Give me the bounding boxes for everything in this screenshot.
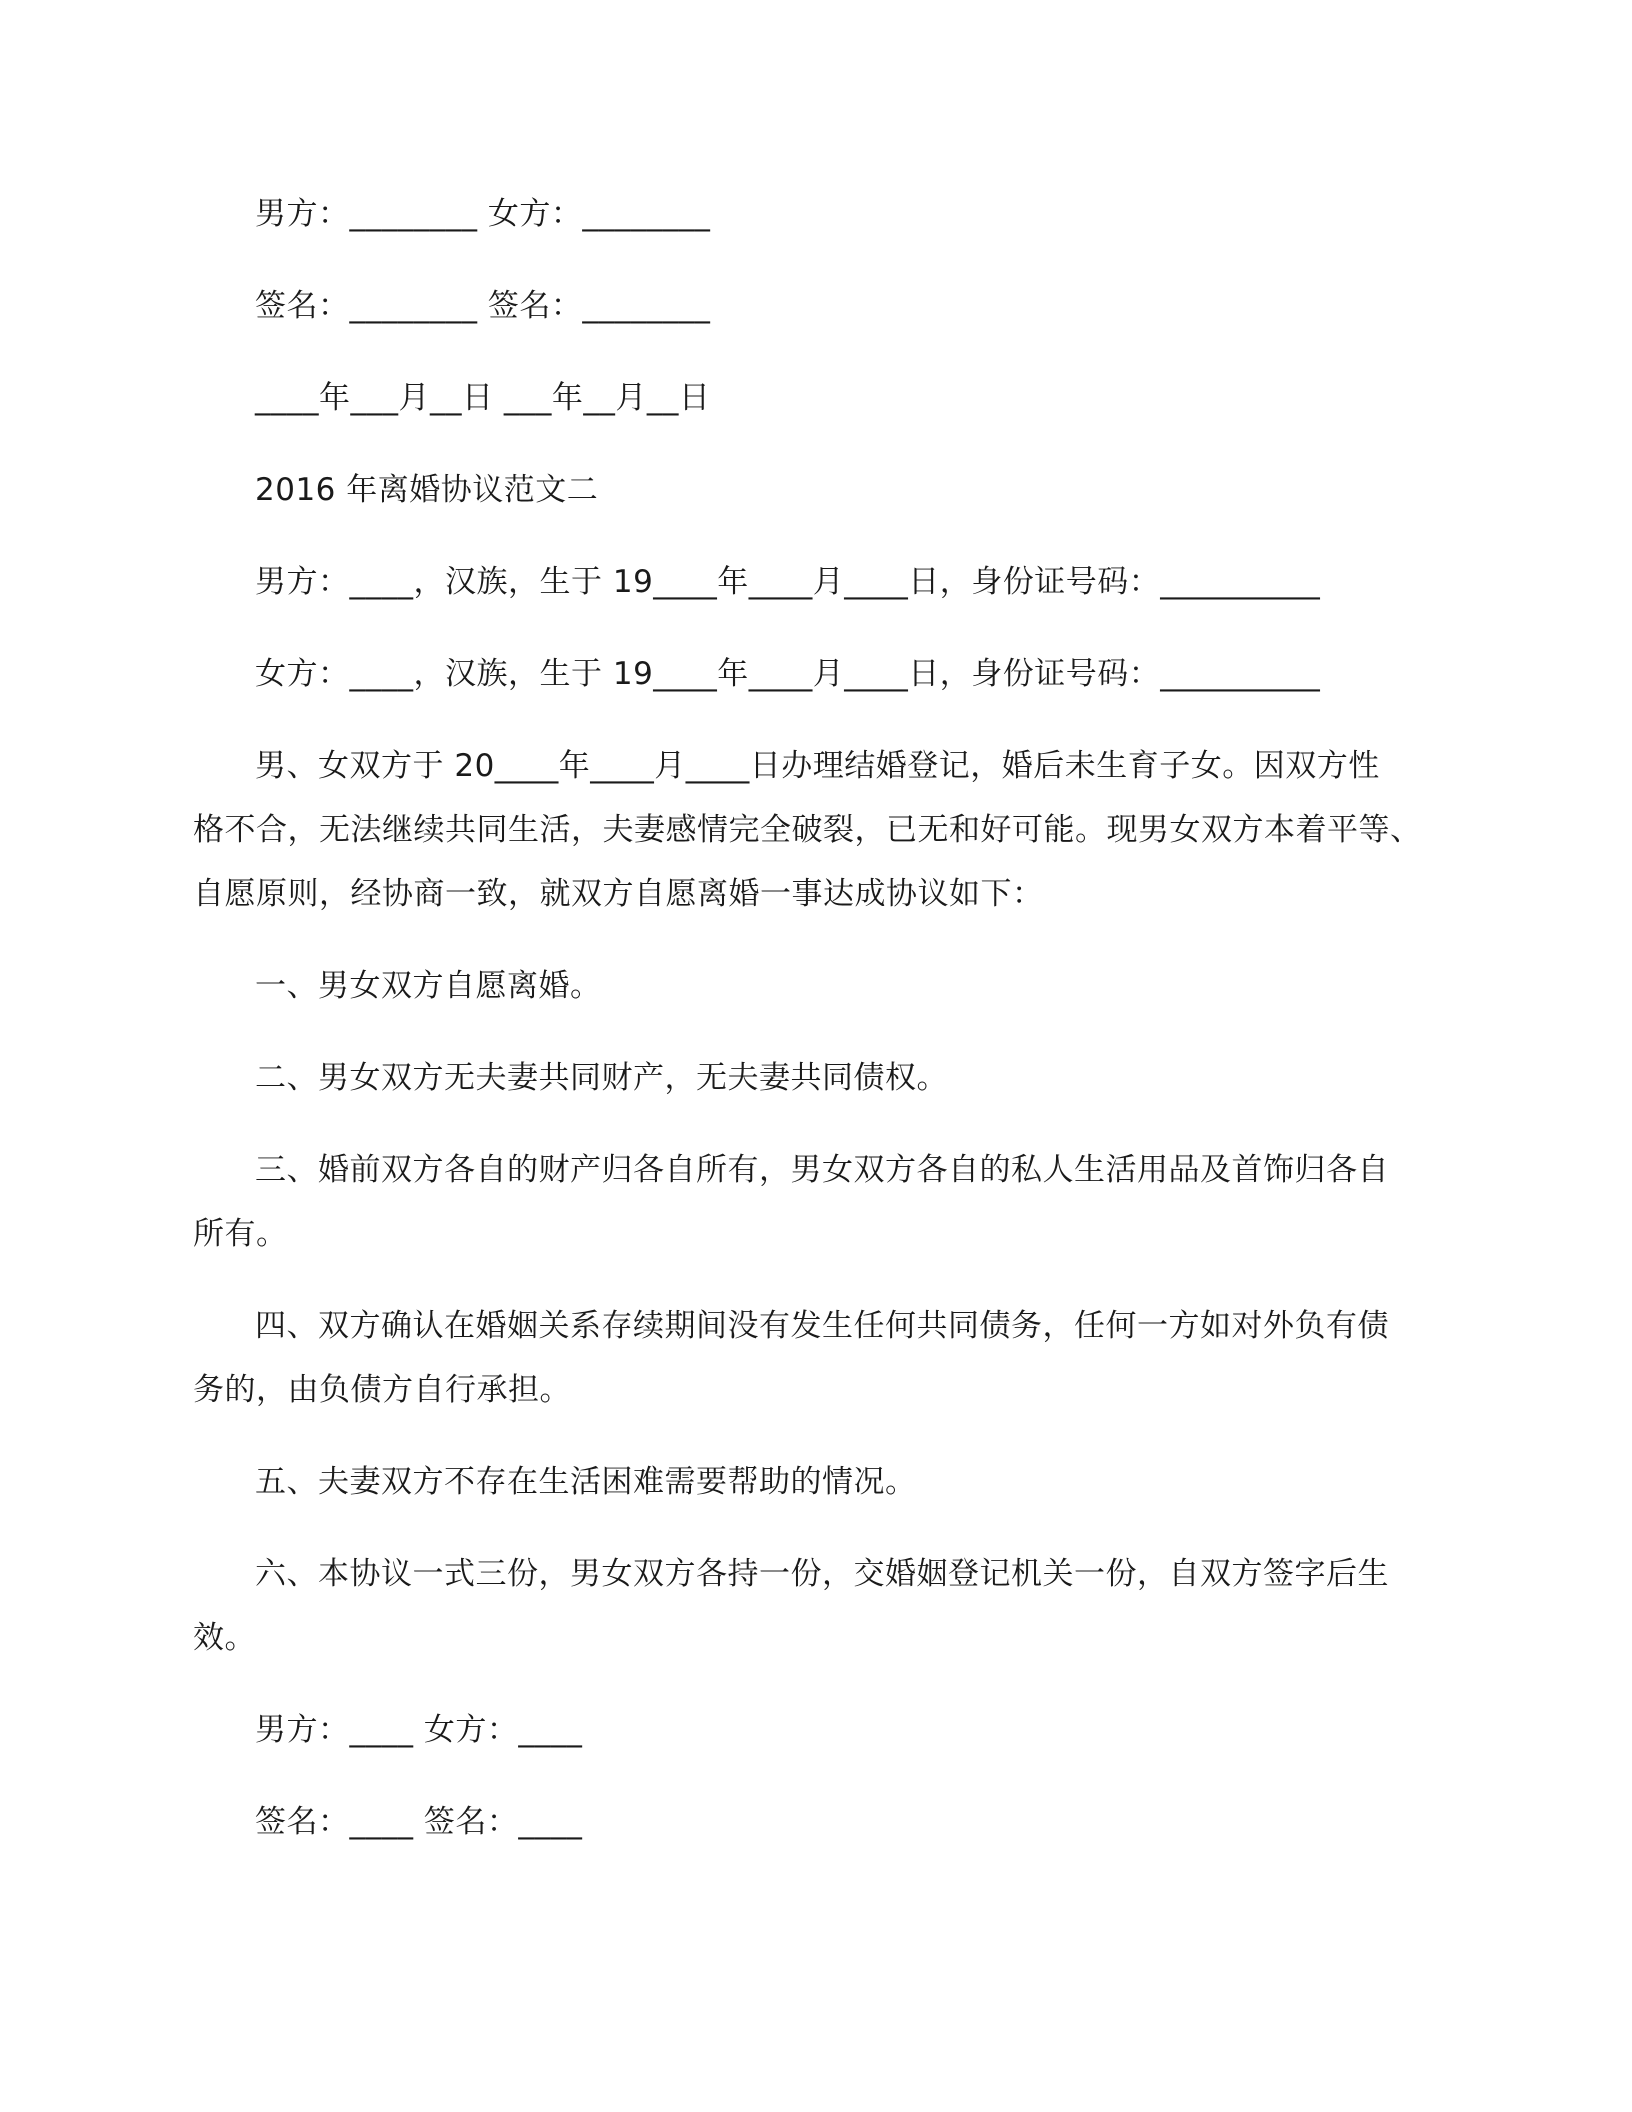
clause-4-line-2: 务的，由负债方自行承担。: [193, 1372, 571, 1408]
clause-5: 五、夫妻双方不存在生活困难需要帮助的情况。: [255, 1464, 917, 1500]
clause-3-line-1: 三、婚前双方各自的财产归各自所有，男女双方各自的私人生活用品及首饰归各自: [255, 1152, 1389, 1188]
clause-3-line-2: 所有。: [193, 1216, 288, 1252]
clause-6-line-2: 效。: [193, 1620, 256, 1656]
clause-1: 一、男女双方自愿离婚。: [255, 968, 602, 1004]
clause-4-line-1: 四、双方确认在婚姻关系存续期间没有发生任何共同债务，任何一方如对外负有债: [255, 1308, 1389, 1344]
female-party-info: 女方：____，汉族，生于 19____年____月____日，身份证号码：__________: [255, 656, 1321, 692]
preamble-line-3: 自愿原则，经协商一致，就双方自愿离婚一事达成协议如下：: [193, 876, 1044, 912]
signature-parties-line-2: 男方：____ 女方：____: [255, 1712, 583, 1748]
signature-names-line-1: 签名：________ 签名：________: [255, 288, 711, 324]
preamble-line-2: 格不合，无法继续共同生活，夫妻感情完全破裂，已无和好可能。现男女双方本着平等、: [193, 812, 1422, 848]
male-party-info: 男方：____，汉族，生于 19____年____月____日，身份证号码：__________: [255, 564, 1321, 600]
preamble-line-1: 男、女双方于 20____年____月____日办理结婚登记，婚后未生育子女。因双方性: [255, 748, 1380, 784]
clause-2: 二、男女双方无夫妻共同财产，无夫妻共同债权。: [255, 1060, 948, 1096]
clause-6-line-1: 六、本协议一式三份，男女双方各持一份，交婚姻登记机关一份，自双方签字后生: [255, 1556, 1389, 1592]
signature-parties-line-1: 男方：________ 女方：________: [255, 196, 711, 232]
signature-date-line-1: ____年___月__日 ___年__月__日: [255, 380, 711, 416]
signature-names-line-2: 签名：____ 签名：____: [255, 1804, 583, 1840]
section-title: 2016 年离婚协议范文二: [255, 472, 599, 508]
